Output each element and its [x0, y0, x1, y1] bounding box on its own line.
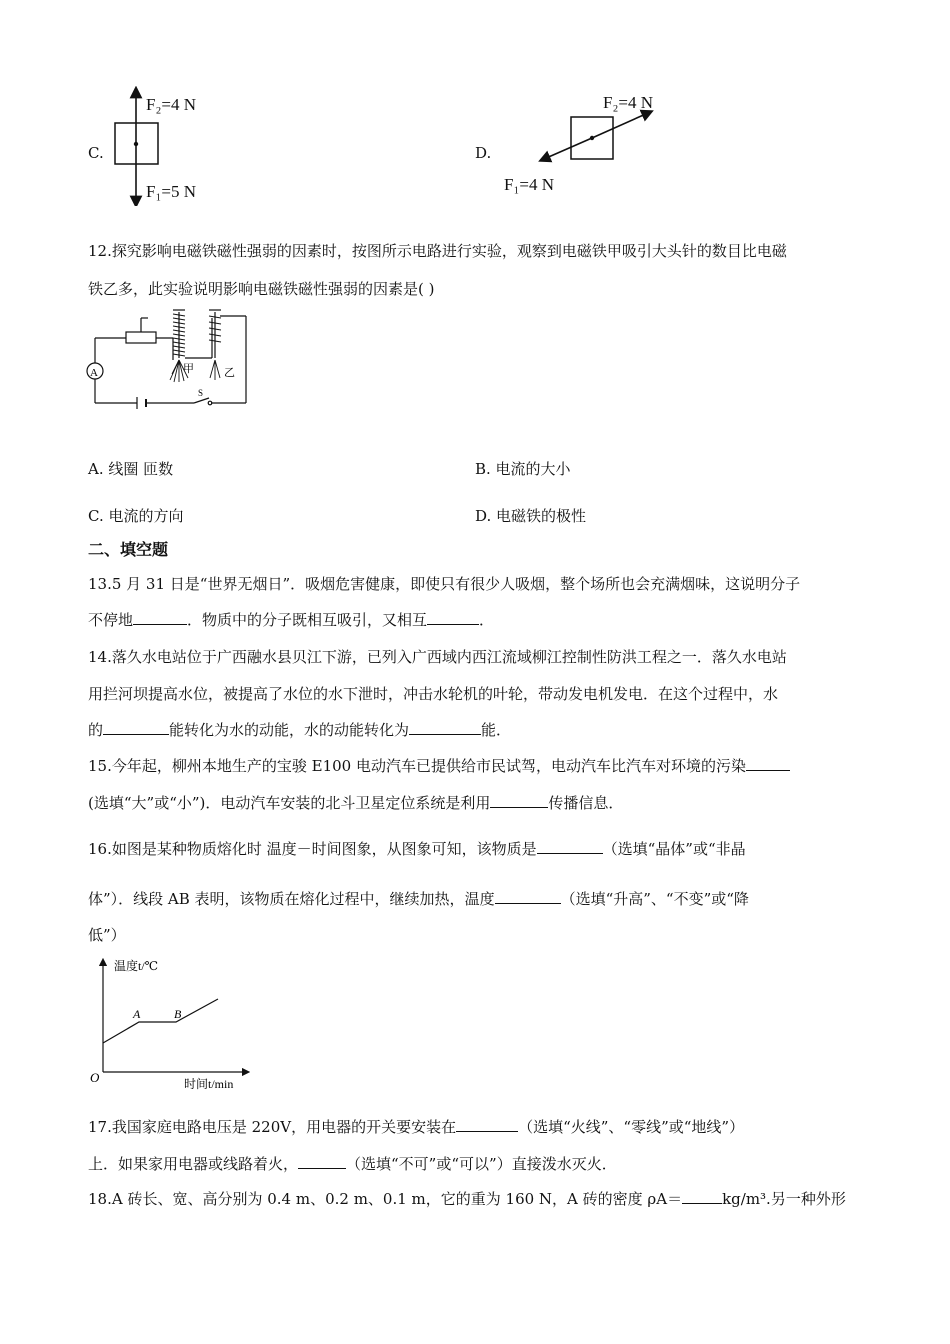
- q14-line2: 用拦河坝提高水位，被提高了水位的水下泄时，冲击水轮机的叶轮，带动发电机发电．在这个过程中，水: [88, 685, 779, 703]
- blank-4[interactable]: [409, 720, 481, 735]
- blank-5[interactable]: [746, 756, 790, 771]
- q12-option-b: B. 电流的大小: [475, 460, 571, 478]
- q15-line1: 15.今年起，柳州本地生产的宝骏 E100 电动汽车已提供给市民试驾，电动汽车比汽车对环境的污染: [88, 755, 790, 776]
- q16-line2: 体”）．线段 AB 表明，该物质在熔化过程中，继续加热，温度 （选填“升高”、“不变”或“降: [88, 890, 749, 908]
- d-f2-label: F₂=4 N: [603, 93, 653, 112]
- d-f1-label: F₁=4 N: [504, 175, 554, 194]
- origin-label: O: [90, 1070, 100, 1085]
- q12-line1: 12.探究影响电磁铁磁性强弱的因素时，按图所示电路进行实验，观察到电磁铁甲吸引大头针的数目比电磁: [88, 242, 787, 260]
- arrow-down-left: [544, 138, 592, 159]
- melting-graph: [86, 954, 256, 1094]
- switch-label: S: [198, 388, 204, 398]
- x-axis-label: 时间t/min: [184, 1077, 234, 1091]
- blank-3[interactable]: [103, 720, 169, 735]
- blank-9[interactable]: [456, 1117, 518, 1132]
- q12-line2: 铁乙多，此实验说明影响电磁铁磁性强弱的因素是( ): [88, 280, 435, 298]
- point-b-label: B: [174, 1007, 182, 1021]
- blank-1[interactable]: [133, 610, 187, 625]
- q15-line2: (选填“大”或“小”)．电动汽车安装的北斗卫星定位系统是利用 传播信息．: [88, 794, 624, 812]
- yi-label: 乙: [224, 367, 235, 379]
- blank-11[interactable]: [682, 1189, 722, 1204]
- blank-8[interactable]: [495, 889, 561, 904]
- option-c-label: C.: [88, 144, 104, 162]
- c-f2-label: F₂=4 N: [146, 95, 196, 114]
- q12-option-c: C. 电流的方向: [88, 507, 184, 525]
- electromagnet-circuit: [84, 306, 254, 410]
- y-axis-label: 温度t/℃: [114, 959, 159, 973]
- blank-7[interactable]: [537, 839, 603, 854]
- blank-10[interactable]: [298, 1154, 346, 1169]
- q16-line3: 低”）: [88, 926, 126, 944]
- blank-2[interactable]: [427, 610, 479, 625]
- q12-option-d: D. 电磁铁的极性: [475, 507, 587, 525]
- force-diagram-d: [500, 86, 680, 201]
- q17-line1: 17.我国家庭电路电压是 220V，用电器的开关要安装在 （选填“火线”、“零线”或“地线”）: [88, 1118, 745, 1136]
- q13-line1: 13.5 月 31 日是“世界无烟日”．吸烟危害健康，即使只有很少人吸烟，整个场所也会充满烟味，这说明分子: [88, 575, 801, 593]
- temp-curve: [103, 999, 218, 1043]
- jia-label: 甲: [183, 363, 194, 375]
- c-f1-label: F₁=5 N: [146, 182, 196, 201]
- q13-line2: 不停地 ．物质中的分子既相互吸引，又相互 ．: [88, 611, 495, 629]
- point-a-label: A: [133, 1007, 141, 1021]
- blank-6[interactable]: [490, 793, 548, 808]
- q16-line1: 16.如图是某种物质熔化时 温度－时间图象，从图象可知，该物质是 （选填“晶体”或“非晶: [88, 840, 746, 858]
- option-d-label: D.: [475, 144, 492, 162]
- q17-line2: 上．如果家用电器或线路着火， （选填“不可”或“可以”）直接泼水灭火．: [88, 1155, 617, 1173]
- q14-line1: 14.落久水电站位于广西融水县贝江下游，已列入广西域内西江流域柳江控制性防洪工程之一．落久水电站: [88, 648, 787, 666]
- section-title: 二、填空题: [88, 540, 169, 559]
- q14-line3: 的 能转化为水的动能，水的动能转化为 能．: [88, 721, 512, 739]
- q12-option-a: A. 线圈 匝数: [88, 460, 174, 478]
- q18-line1: 18.A 砖长、宽、高分别为 0.4 m、0.2 m、0.1 m，它的重为 160 N，A 砖的密度 ρA＝ kg/m³.另一种外形: [88, 1190, 846, 1208]
- force-diagram-c: [100, 86, 240, 206]
- ammeter-label: A: [90, 367, 98, 379]
